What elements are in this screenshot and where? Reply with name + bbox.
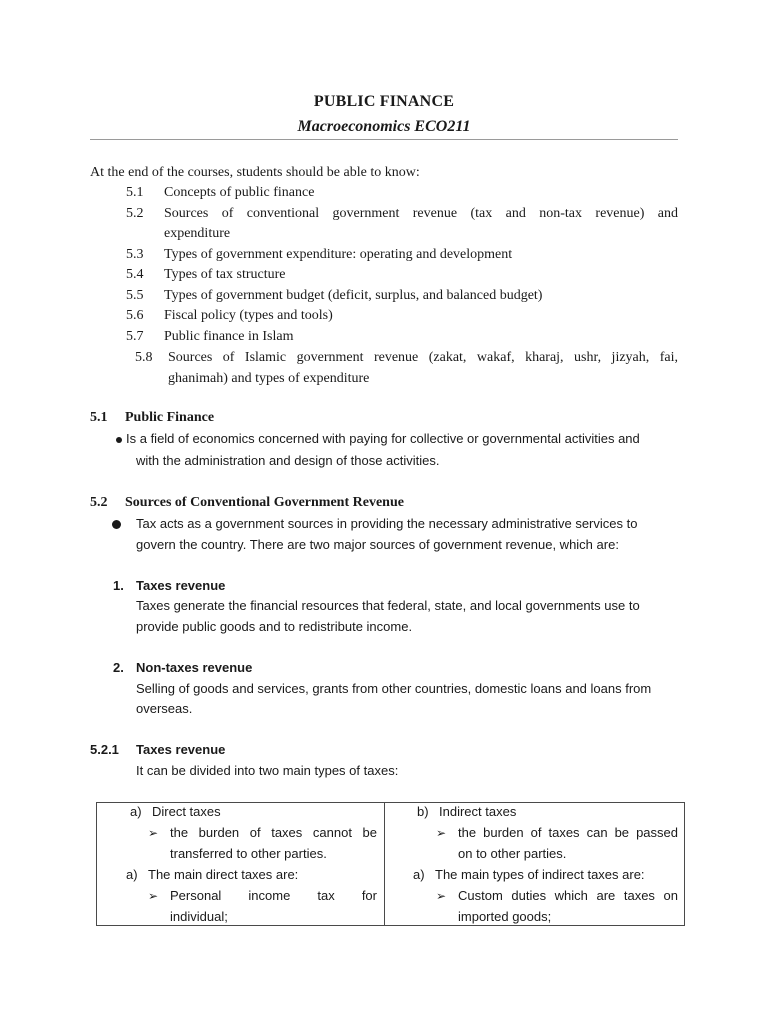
objective-number: 5.6: [126, 308, 144, 323]
indirect-taxes-heading: Indirect taxes: [439, 804, 517, 819]
arrow-bullet-icon: ➢: [436, 889, 447, 903]
objective-text: Types of tax structure: [164, 267, 286, 282]
item-text: Taxes generate the financial resources that federal, state, and local governments use to: [136, 598, 640, 613]
direct-example-text: Personal income tax for: [170, 888, 377, 903]
table-cell-heading: [417, 802, 516, 823]
objective-number: 5.4: [126, 267, 144, 282]
section-number: 5.2: [90, 495, 108, 510]
section-number: 5.1: [90, 410, 108, 425]
objective-item: [126, 245, 512, 266]
indirect-main-text: The main types of indirect taxes are:: [435, 867, 645, 882]
bullet-text: Tax acts as a government sources in providing the necessary administrative services to: [136, 516, 638, 531]
section-heading-5-2: [90, 493, 404, 514]
section-title: Taxes revenue: [136, 742, 226, 757]
list-label: b): [417, 804, 429, 819]
direct-example-text-cont: individual;: [170, 909, 228, 924]
objective-item: [126, 286, 542, 307]
objective-number: 5.7: [126, 329, 144, 344]
indirect-example-text: Custom duties which are taxes on: [458, 888, 678, 903]
bullet-icon: [112, 520, 121, 529]
item-text-cont: overseas.: [136, 701, 193, 716]
objective-number: 5.2: [126, 206, 144, 221]
list-label: a): [126, 867, 138, 882]
item-title: Non-taxes revenue: [136, 660, 253, 675]
item-text: Selling of goods and services, grants from other countries, domestic loans and loans from: [136, 681, 652, 696]
objective-item: [126, 265, 285, 286]
numbered-heading: [113, 576, 225, 597]
list-label: a): [130, 804, 142, 819]
direct-main-text: The main direct taxes are:: [148, 867, 299, 882]
section-number: 5.2.1: [90, 742, 119, 757]
header-divider: [90, 139, 678, 140]
table-column-divider: [384, 802, 385, 926]
section-heading-5-2-1: [90, 740, 225, 761]
section-title: Public Finance: [125, 410, 215, 425]
objective-item: [126, 183, 314, 204]
objective-text: Types of government expenditure: operating and development: [164, 247, 513, 262]
section-heading-5-1: [90, 408, 214, 429]
table-cell-subheading: [126, 865, 298, 886]
objective-text: Fiscal policy (types and tools): [164, 308, 333, 323]
item-number: 2.: [113, 660, 124, 675]
item-text-cont: provide public goods and to redistribute income.: [136, 619, 413, 634]
objective-text: Concepts of public finance: [164, 185, 315, 200]
objective-text: Types of government budget (deficit, surplus, and balanced budget): [164, 288, 543, 303]
table-cell-subheading: [413, 865, 645, 886]
table-cell-heading: [130, 802, 221, 823]
bullet-text-cont: with the administration and design of those activities.: [136, 453, 440, 468]
bullet-icon: [116, 437, 122, 443]
objective-item: [126, 327, 293, 348]
section-title: Sources of Conventional Government Revenue: [125, 495, 404, 510]
objective-number: 5.8: [135, 350, 153, 365]
list-label: a): [413, 867, 425, 882]
page-subtitle: Macroeconomics ECO211: [297, 118, 471, 135]
direct-burden-text: the burden of taxes cannot be: [170, 825, 377, 840]
objective-text: Sources of conventional government revenue (tax and non-tax revenue) and: [164, 206, 678, 221]
section-text: It can be divided into two main types of taxes:: [136, 763, 399, 778]
objective-number: 5.3: [126, 247, 144, 262]
objective-number: 5.5: [126, 288, 144, 303]
objective-item: [126, 306, 333, 327]
item-number: 1.: [113, 578, 124, 593]
objective-text-cont: expenditure: [164, 226, 231, 241]
objective-text: Sources of Islamic government revenue (zakat, wakaf, kharaj, ushr, jizyah, fai,: [168, 350, 678, 365]
page-title: PUBLIC FINANCE: [313, 93, 455, 110]
indirect-burden-text: the burden of taxes can be passed: [458, 825, 678, 840]
numbered-heading: [113, 658, 252, 679]
bullet-text-cont: govern the country. There are two major sources of government revenue, which are:: [136, 537, 619, 552]
arrow-bullet-icon: ➢: [148, 889, 159, 903]
arrow-bullet-icon: ➢: [436, 826, 447, 840]
objective-number: 5.1: [126, 185, 144, 200]
objective-text-cont: ghanimah) and types of expenditure: [168, 371, 370, 386]
objective-text: Public finance in Islam: [164, 329, 294, 344]
indirect-burden-text-cont: on to other parties.: [458, 846, 567, 861]
item-title: Taxes revenue: [136, 578, 226, 593]
indirect-example-text-cont: imported goods;: [458, 909, 552, 924]
intro-text: At the end of the courses, students should be able to know:: [90, 165, 420, 180]
direct-taxes-heading: Direct taxes: [152, 804, 221, 819]
bullet-text: Is a field of economics concerned with paying for collective or governmental activities and: [126, 431, 640, 446]
direct-burden-text-cont: transferred to other parties.: [170, 846, 327, 861]
arrow-bullet-icon: ➢: [148, 826, 159, 840]
